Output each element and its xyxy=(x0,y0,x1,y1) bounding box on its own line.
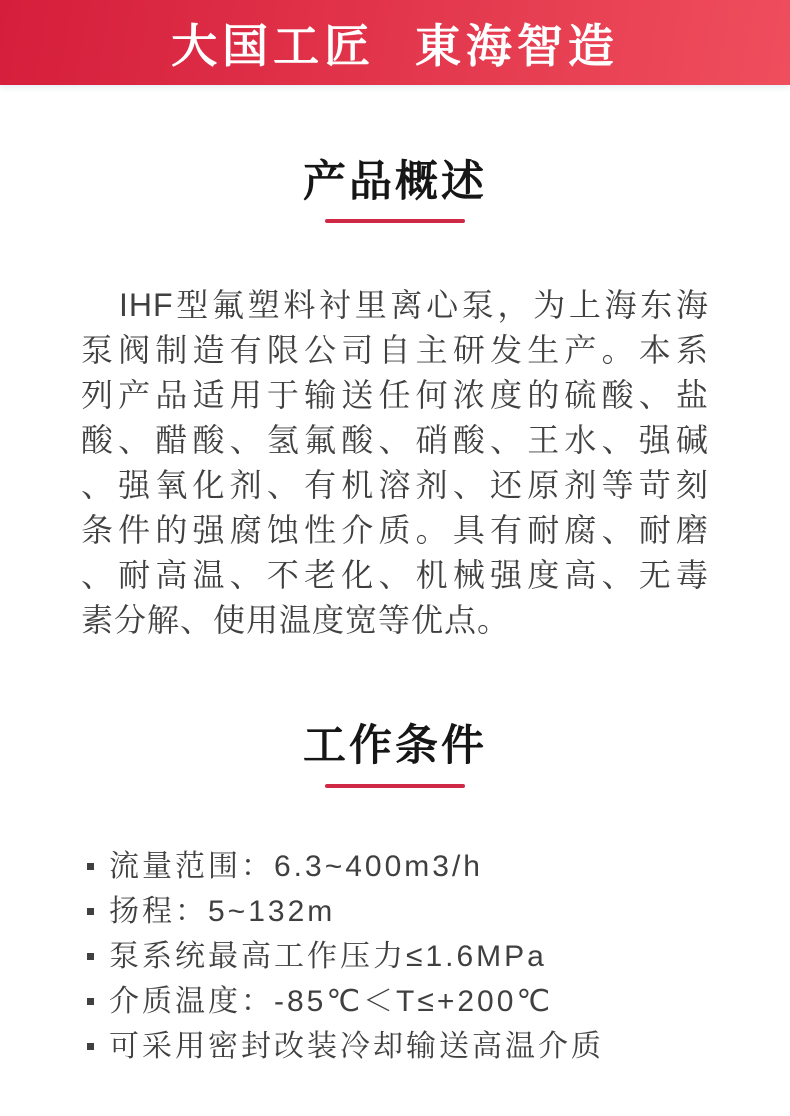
paragraph-line: 酸、醋酸、氢氟酸、硝酸、王水、强碱 xyxy=(81,422,709,459)
bullet-icon xyxy=(87,953,94,960)
list-item-text: 泵系统最高工作压力≤1.6MPa xyxy=(109,939,547,973)
conditions-section xyxy=(0,723,790,1068)
overview-paragraph xyxy=(81,283,709,643)
conditions-section-title: 工作条件 xyxy=(303,722,487,771)
overview-section xyxy=(0,159,790,643)
paragraph-line: IHF型氟塑料衬里离心泵，为上海东海 xyxy=(119,287,709,324)
banner-title: 大国工匠 東海智造 xyxy=(171,19,619,72)
bullet-icon xyxy=(87,908,94,915)
title-underline xyxy=(325,784,465,788)
bullet-icon xyxy=(87,1043,94,1050)
list-item-text: 可采用密封改装冷却输送高温介质 xyxy=(109,1029,604,1063)
paragraph-line: 列产品适用于输送任何浓度的硫酸、盐 xyxy=(81,377,709,414)
overview-section-title: 产品概述 xyxy=(303,158,487,206)
paragraph-line: 条件的强腐蚀性介质。具有耐腐、耐磨 xyxy=(81,512,709,549)
bullet-icon xyxy=(87,998,94,1005)
list-item xyxy=(85,889,720,934)
list-item xyxy=(85,979,720,1024)
list-item-text: 流量范围：6.3~400m3/h xyxy=(109,849,483,883)
list-item-text: 扬程：5~132m xyxy=(109,894,336,928)
paragraph-line: 、强氧化剂、有机溶剂、还原剂等苛刻 xyxy=(81,467,709,504)
list-item xyxy=(85,934,720,979)
paragraph-line: 泵阀制造有限公司自主研发生产。本系 xyxy=(81,332,709,369)
bullet-icon xyxy=(87,863,94,870)
overview-section-head xyxy=(0,159,790,223)
list-item xyxy=(85,844,720,889)
paragraph-line: 、耐高温、不老化、机械强度高、无毒 xyxy=(81,557,709,594)
conditions-list xyxy=(85,844,720,1069)
header-banner xyxy=(0,0,790,85)
conditions-section-head xyxy=(0,723,790,787)
list-item-text: 介质温度：-85℃＜T≤+200℃ xyxy=(109,984,554,1018)
paragraph-line: 素分解、使用温度宽等优点。 xyxy=(81,602,511,639)
title-underline xyxy=(325,219,465,223)
list-item xyxy=(85,1024,720,1069)
